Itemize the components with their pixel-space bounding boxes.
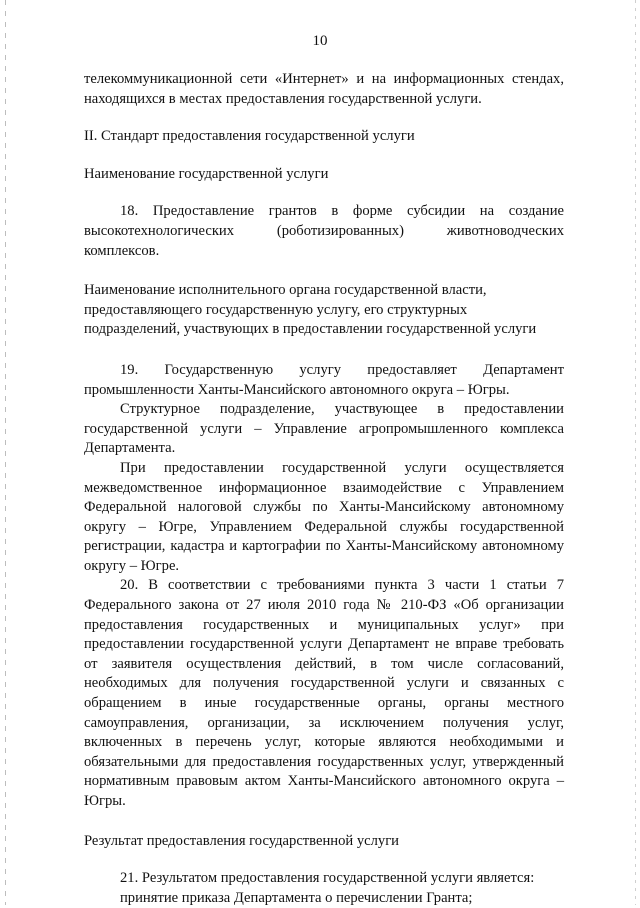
subsection-heading-service-name: Наименование государственной услуги — [84, 165, 329, 182]
paragraph-18: 18. Предоставление грантов в форме субсидии на создание высокотехнологических (роботизированных) животноводческих комплексов. — [84, 203, 564, 259]
heading-line: Наименование исполнительного органа государственной власти, — [84, 282, 487, 299]
paragraph-19-structural-unit: Структурное подразделение, участвующее в предоставлении государственной услуги – Управление агропромышленного комплекса Департамента. — [84, 401, 564, 457]
paragraph-continuation: телекоммуникационной сети «Интернет» и на информационных стендах, находящихся в местах предоставления государственной услуги. — [84, 71, 564, 107]
paragraph-21-item: принятие приказа Департамента о перечислении Гранта; — [120, 889, 473, 906]
subsection-heading-executive-body — [84, 281, 564, 340]
scan-edge-right — [635, 0, 636, 905]
subsection-heading-result: Результат предоставления государственной услуги — [84, 832, 399, 849]
page-number: 10 — [312, 33, 328, 49]
document-body — [84, 70, 564, 908]
scan-edge-left — [5, 0, 6, 905]
paragraph-19: 19. Государственную услугу предоставляет Департамент промышленности Ханты-Мансийского автономного округа – Югры. — [84, 361, 564, 398]
section-heading: II. Стандарт предоставления государственной услуги — [84, 128, 415, 145]
paragraph-20: 20. В соответствии с требованиями пункта 3 части 1 статьи 7 Федерального закона от 27 июля 2010 года № 210-ФЗ «Об организации предоставления государственных и муниципальных услуг» при предоставлении государственной услуги Департамент не вправе требовать от заявителя осуществления действий, в том числе согласований, необходимых для получения государственной услуги и связанных с обращением в иные государственные органы, органы местного самоуправления, организации, за исключением получения услуг, включенных в перечень услуг, которые являются необходимыми и обязательными для предоставления государственных услуг, утвержденный нормативным правовым актом Ханты-Мансийского автономного округа – Югры. — [84, 577, 564, 809]
paragraph-19-interaction: При предоставлении государственной услуги осуществляется межведомственное информационное взаимодействие с Управлением Федеральной налоговой службы по Ханты-Мансийскому автономному округу – Югре, Управлением Федеральной службы государственной регистрации, кадастра и картографии по Ханты-Мансийскому автономному округу – Югре. — [84, 459, 564, 574]
paragraph-21: 21. Результатом предоставления государственной услуги является: — [120, 870, 535, 887]
heading-line: подразделений, участвующих в предоставлении государственной услуги — [84, 321, 537, 338]
heading-line: предоставляющего государственную услугу, его структурных — [84, 301, 468, 318]
